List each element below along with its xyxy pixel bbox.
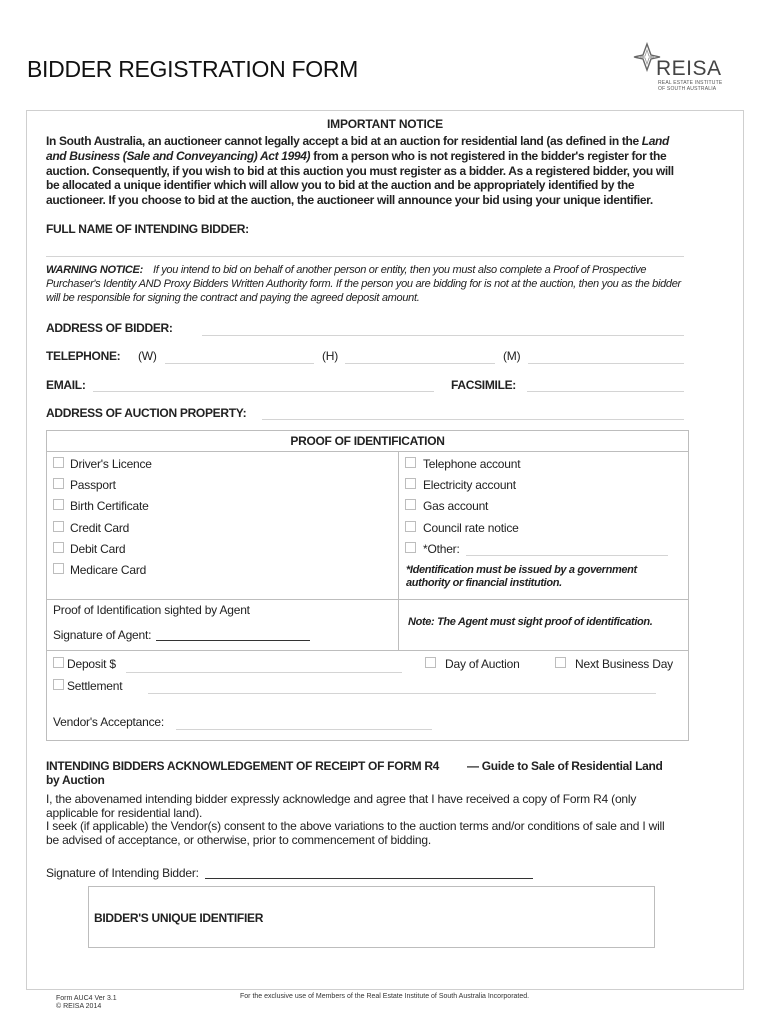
debit-card-checkbox[interactable] (53, 542, 64, 553)
telephone-label: TELEPHONE: (46, 349, 121, 363)
council-rate-notice-checkbox[interactable] (405, 521, 416, 532)
auction-address-label: ADDRESS OF AUCTION PROPERTY: (46, 406, 247, 420)
exclusive-use-note: For the exclusive use of Members of the Real Estate Institute of South Australia Incorporated. (240, 993, 530, 1000)
logo-wordmark: REISA (656, 57, 722, 80)
medicare-card-label: Medicare Card (70, 563, 147, 577)
deposit-amount-field[interactable] (126, 672, 402, 673)
council-rate-notice-label: Council rate notice (423, 521, 519, 535)
drivers-licence-checkbox[interactable] (53, 457, 64, 468)
next-business-day-label: Next Business Day (575, 657, 673, 671)
day-of-auction-label: Day of Auction (445, 657, 520, 671)
tel-m-label: (M) (503, 349, 521, 363)
electricity-account-label: Electricity account (423, 478, 516, 492)
facsimile-field[interactable] (527, 391, 684, 392)
deposit-checkbox[interactable] (53, 657, 64, 668)
email-field[interactable] (93, 391, 434, 392)
ack-heading-guide: — Guide to Sale of Residential Land (467, 759, 663, 773)
birth-certificate-checkbox[interactable] (53, 499, 64, 510)
gas-account-checkbox[interactable] (405, 499, 416, 510)
copyright: © REISA 2014 (56, 1003, 102, 1010)
tel-w-label: (W) (138, 349, 157, 363)
tel-h-label: (H) (322, 349, 339, 363)
passport-checkbox[interactable] (53, 478, 64, 489)
page-title: BIDDER REGISTRATION FORM (27, 56, 358, 82)
sighted-by-agent-label: Proof of Identification sighted by Agent (53, 603, 250, 617)
other-checkbox[interactable] (405, 542, 416, 553)
warning-notice: WARNING NOTICE: If you intend to bid on behalf of another person or entity, then you must also complete a Proof of Prospective Purchaser's Identity AND Proxy Bidders Written Authority form. If the person you are bidding for is not at the auction, then you as the bidder will be responsible for signing the contract and paying the agreed deposit amount. (46, 264, 681, 304)
bidder-signature-label: Signature of Intending Bidder: (46, 866, 199, 880)
agent-note: Note: The Agent must sight proof of identification. (408, 616, 653, 628)
tel-w-field[interactable] (165, 363, 314, 364)
notice-heading: IMPORTANT NOTICE (327, 117, 443, 131)
tel-h-field[interactable] (345, 363, 495, 364)
identification-footnote: *Identification must be issued by a government authority or financial institution. (406, 564, 637, 589)
address-field[interactable] (202, 335, 684, 336)
gas-account-label: Gas account (423, 499, 489, 513)
proof-heading: PROOF OF IDENTIFICATION (290, 434, 445, 448)
debit-card-label: Debit Card (70, 542, 126, 556)
day-of-auction-checkbox[interactable] (425, 657, 436, 668)
agent-signature-field[interactable] (156, 640, 310, 641)
next-business-day-checkbox[interactable] (555, 657, 566, 668)
logo-subtitle: REAL ESTATE INSTITUTE OF SOUTH AUSTRALIA (658, 80, 723, 92)
ack-heading-auction: by Auction (46, 773, 105, 787)
divider (46, 599, 689, 600)
settlement-checkbox[interactable] (53, 679, 64, 690)
email-label: EMAIL: (46, 378, 86, 392)
divider (46, 650, 689, 651)
credit-card-checkbox[interactable] (53, 521, 64, 532)
settlement-field[interactable] (148, 693, 656, 694)
other-label: *Other: (423, 542, 460, 556)
notice-body: In South Australia, an auctioneer cannot legally accept a bid at an auction for residential land (as defined in the Land and Business (Sale and Conveyancing) Act 1994) from a person who is not registered in the bidder's register for the auction. Consequently, if you wish to bid at this auction you must register as a bidder. As a registered bidder, you will be allocated a unique identifier which will allow you to bid at the auction and be appropriately identified by the auctioneer. If you choose to bid at the auction, the auctioneer will announce your bid using your unique identifier. (46, 134, 674, 208)
full-name-field[interactable] (46, 256, 684, 257)
settlement-label: Settlement (67, 679, 123, 693)
drivers-licence-label: Driver's Licence (70, 457, 152, 471)
form-version: Form AUC4 Ver 3.1 (56, 995, 117, 1002)
vendor-acceptance-label: Vendor's Acceptance: (53, 715, 165, 729)
full-name-label: FULL NAME OF INTENDING BIDDER: (46, 222, 249, 236)
ack-paragraph-2: I seek (if applicable) the Vendor(s) consent to the above variations to the auction terms and/or conditions of sale and I will be advised of acceptance, or otherwise, prior to commencement of bidding. (46, 819, 665, 847)
medicare-card-checkbox[interactable] (53, 563, 64, 574)
divider (398, 451, 399, 650)
tel-m-field[interactable] (528, 363, 684, 364)
vendor-acceptance-field[interactable] (176, 729, 432, 730)
auction-address-field[interactable] (262, 419, 684, 420)
ack-paragraph-1: I, the abovenamed intending bidder expressly acknowledge and agree that I have received a copy of Form R4 (only applicable for residential land). (46, 792, 637, 820)
telephone-account-checkbox[interactable] (405, 457, 416, 468)
telephone-account-label: Telephone account (423, 457, 521, 471)
electricity-account-checkbox[interactable] (405, 478, 416, 489)
ack-heading: INTENDING BIDDERS ACKNOWLEDGEMENT OF RECEIPT OF FORM R4 (46, 759, 440, 773)
signature-of-agent-label: Signature of Agent: (53, 628, 152, 642)
passport-label: Passport (70, 478, 116, 492)
birth-certificate-label: Birth Certificate (70, 499, 149, 513)
unique-identifier-label: BIDDER'S UNIQUE IDENTIFIER (94, 911, 264, 925)
address-label: ADDRESS OF BIDDER: (46, 321, 173, 335)
deposit-label: Deposit $ (67, 657, 116, 671)
other-field[interactable] (466, 555, 668, 556)
facsimile-label: FACSIMILE: (451, 378, 516, 392)
credit-card-label: Credit Card (70, 521, 130, 535)
bidder-signature-field[interactable] (205, 878, 533, 879)
divider (46, 451, 689, 452)
